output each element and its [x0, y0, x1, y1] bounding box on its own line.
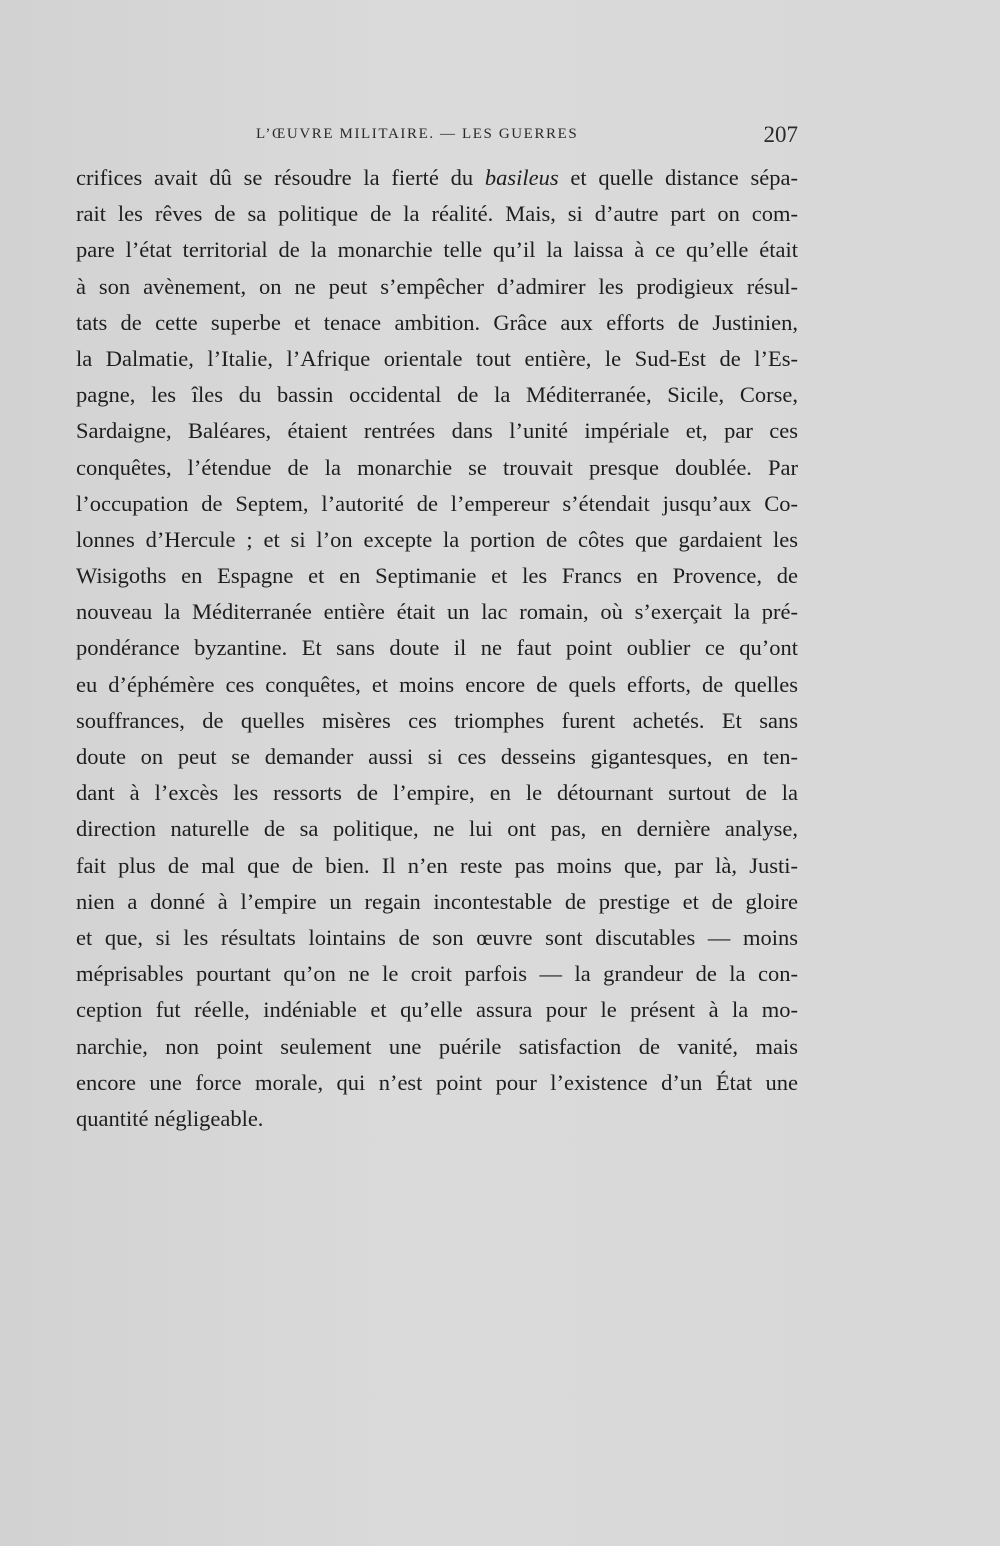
text-line: la Dalmatie, l’Italie, l’Afrique orientale tout entière, le Sud-Est de l’Es-	[76, 345, 798, 371]
text-line: à son avènement, on ne peut s’empêcher d’admirer les prodigieux résul-	[76, 273, 798, 299]
italic-term: basileus	[484, 165, 559, 190]
text-line: fait plus de mal que de bien. Il n’en reste pas moins que, par là, Justi-	[76, 852, 798, 878]
text-line: conquêtes, l’étendue de la monarchie se trouvait presque doublée. Par	[76, 454, 798, 480]
text-line: pagne, les îles du bassin occidental de la Méditerranée, Sicile, Corse,	[76, 382, 798, 408]
text-line: rait les rêves de sa politique de la réalité. Mais, si d’autre part on com-	[76, 201, 798, 227]
text-line: méprisables pourtant qu’on ne le croit parfois — la grandeur de la con-	[76, 961, 798, 987]
text-line: ception fut réelle, indéniable et qu’elle assura pour le présent à la mo-	[76, 997, 798, 1023]
text-line: lonnes d’Hercule ; et si l’on excepte la portion de côtes que gardaient les	[76, 526, 798, 552]
text-line: pondérance byzantine. Et sans doute il ne faut point oublier ce qu’ont	[76, 635, 798, 661]
page-number: 207	[763, 122, 798, 147]
text-line: nien a donné à l’empire un regain incontestable de prestige et de gloire	[76, 888, 798, 914]
text-line: encore une force morale, qui n’est point pour l’existence d’un État une	[76, 1069, 798, 1095]
text-line: l’occupation de Septem, l’autorité de l’empereur s’étendait jusqu’aux Co-	[76, 490, 798, 516]
text-line: doute on peut se demander aussi si ces desseins gigantesques, en ten-	[76, 744, 798, 769]
text-line: souffrances, de quelles misères ces triomphes furent achetés. Et sans	[76, 707, 798, 733]
text-line: pare l’état territorial de la monarchie telle qu’il la laissa à ce qu’elle était	[76, 237, 798, 263]
text-line	[76, 160, 798, 196]
text-line: Sardaigne, Baléares, étaient rentrées dans l’unité impériale et, par ces	[76, 418, 798, 444]
text-line: nouveau la Méditerranée entière était un lac romain, où s’exerçait la pré-	[76, 599, 798, 625]
text-line-start: crifices avait dû se résoudre la fierté du	[76, 165, 485, 190]
text-line: direction naturelle de sa politique, ne lui ont pas, en dernière analyse,	[76, 816, 798, 842]
text-line-end: et quelle distance sépa-	[558, 165, 798, 190]
text-line: eu d’éphémère ces conquêtes, et moins encore de quels efforts, de quelles	[76, 671, 798, 697]
text-line: tats de cette superbe et tenace ambition. Grâce aux efforts de Justinien,	[76, 309, 798, 335]
text-line: dant à l’excès les ressorts de l’empire, en le détournant surtout de la	[76, 780, 798, 806]
text-line: narchie, non point seulement une puérile satisfaction de vanité, mais	[76, 1033, 798, 1059]
body-text	[76, 160, 798, 1137]
running-head	[76, 118, 798, 158]
running-title: L’ŒUVRE MILITAIRE. — LES GUERRES	[256, 126, 579, 142]
text-line: et que, si les résultats lointains de son œuvre sont discutables — moins	[76, 924, 798, 950]
text-line-last: quantité négligeable.	[76, 1105, 264, 1131]
text-line: Wisigoths en Espagne et en Septimanie et les Francs en Provence, de	[76, 563, 798, 589]
